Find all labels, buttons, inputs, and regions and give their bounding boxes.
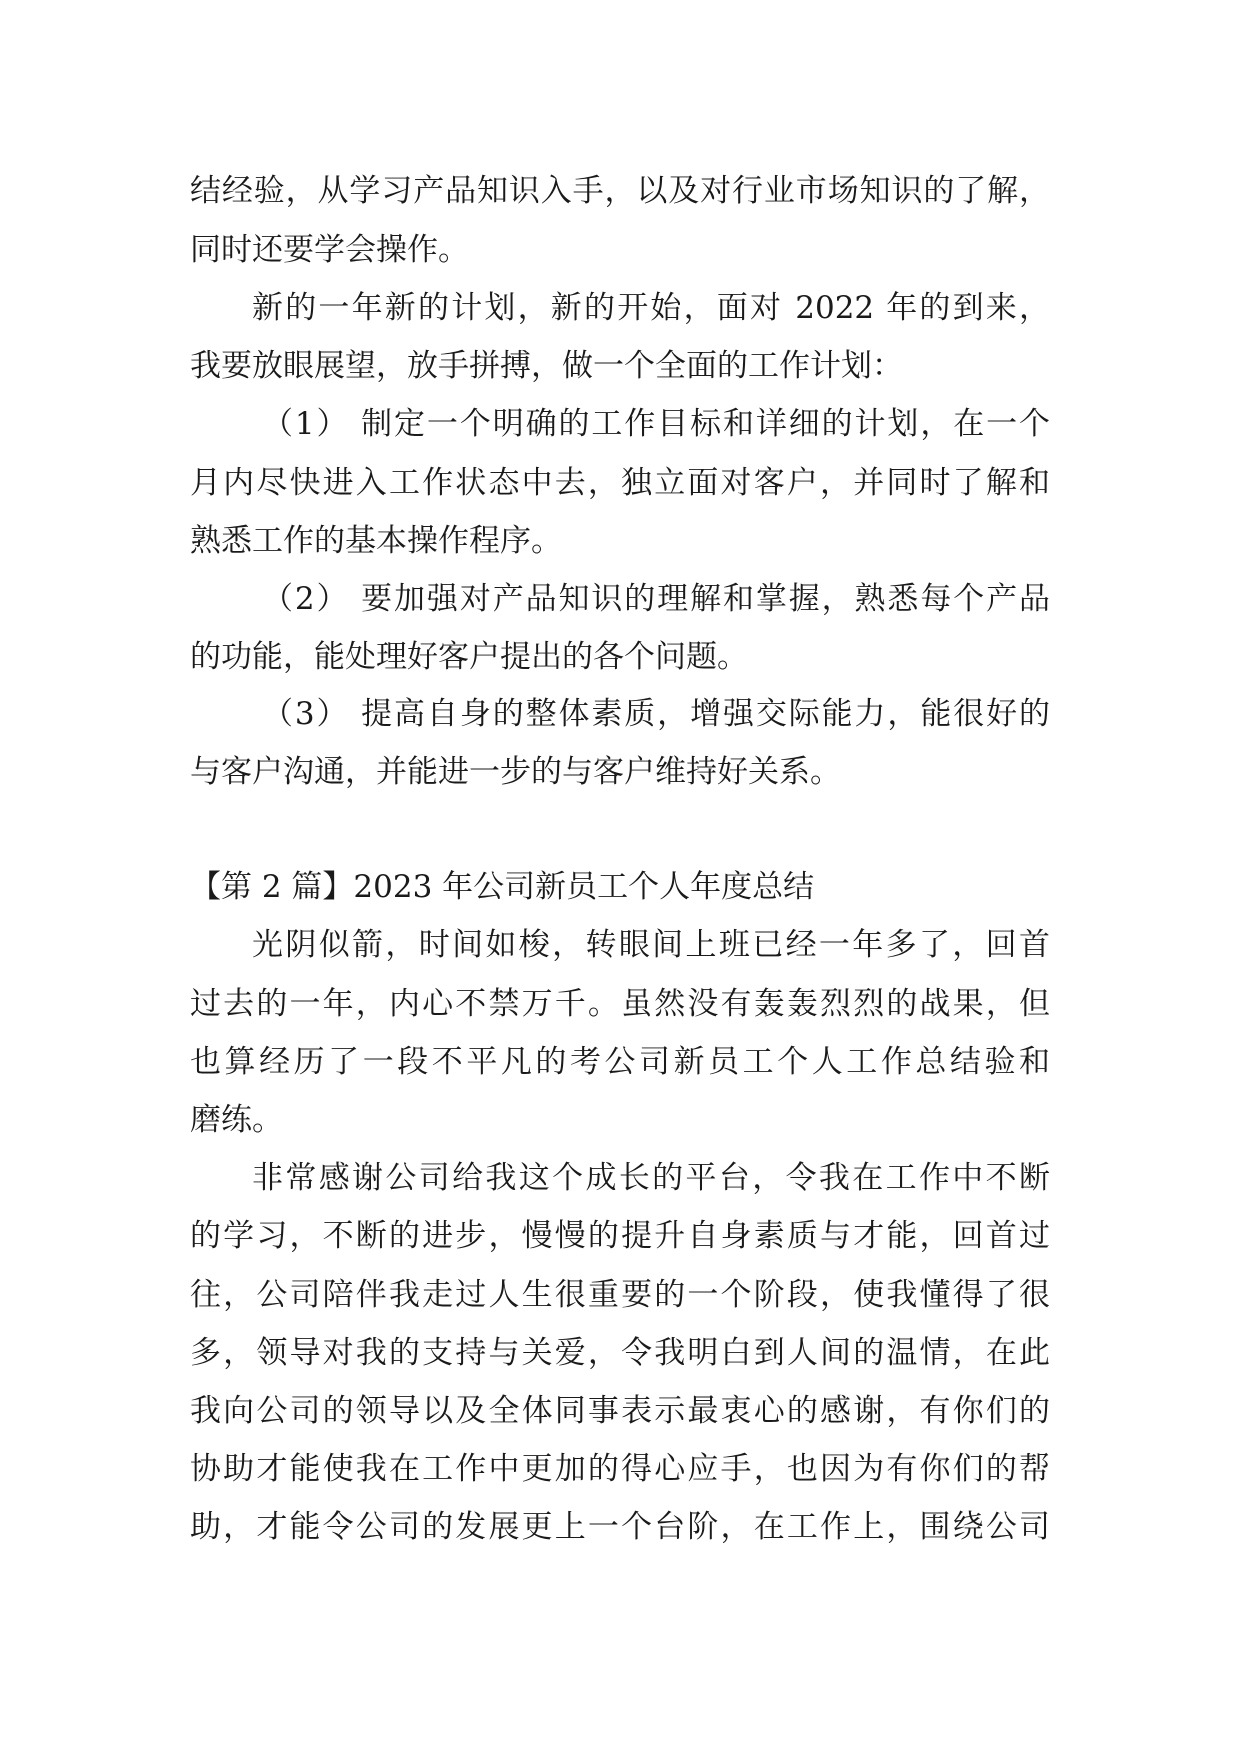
list-item-line: （3） 提高自身的整体素质，增强交际能力，能很好的 xyxy=(262,696,1050,732)
paragraph-line: 非常感谢公司给我这个成长的平台，令我在工作中不断 xyxy=(252,1160,1050,1196)
list-item-line: （2） 要加强对产品知识的理解和掌握，熟悉每个产品 xyxy=(262,581,1050,617)
list-item-line: （1） 制定一个明确的工作目标和详细的计划，在一个 xyxy=(262,406,1050,442)
paragraph-line: 多，领导对我的支持与关爱，令我明白到人间的温情，在此 xyxy=(190,1335,1050,1371)
paragraph-line: 助，才能令公司的发展更上一个台阶，在工作上，围绕公司 xyxy=(190,1509,1050,1545)
paragraph-line: 我要放眼展望，放手拼搏，做一个全面的工作计划： xyxy=(190,348,903,384)
paragraph-line: 协助才能使我在工作中更加的得心应手，也因为有你们的帮 xyxy=(190,1451,1050,1487)
list-item-line: 与客户沟通，并能进一步的与客户维持好关系。 xyxy=(190,754,841,790)
paragraph-line: 也算经历了一段不平凡的考公司新员工个人工作总结验和 xyxy=(190,1044,1050,1080)
list-item-line: 月内尽快进入工作状态中去，独立面对客户，并同时了解和 xyxy=(190,465,1050,501)
paragraph-line: 光阴似箭，时间如梭，转眼间上班已经一年多了，回首 xyxy=(252,927,1050,963)
paragraph-line: 结经验，从学习产品知识入手，以及对行业市场知识的了解， xyxy=(190,173,1050,209)
section-heading: 【第 2 篇】2023 年公司新员工个人年度总结 xyxy=(190,869,815,905)
paragraph-line: 过去的一年，内心不禁万千。虽然没有轰轰烈烈的战果，但 xyxy=(190,986,1050,1022)
paragraph-line: 磨练。 xyxy=(190,1102,283,1138)
paragraph-line: 新的一年新的计划，新的开始，面对 2022 年的到来， xyxy=(252,290,1050,326)
paragraph-line: 同时还要学会操作。 xyxy=(190,232,469,268)
list-item-line: 熟悉工作的基本操作程序。 xyxy=(190,523,562,559)
paragraph-line: 的学习，不断的进步，慢慢的提升自身素质与才能，回首过 xyxy=(190,1218,1050,1254)
list-item-line: 的功能，能处理好客户提出的各个问题。 xyxy=(190,639,748,675)
paragraph-line: 我向公司的领导以及全体同事表示最衷心的感谢，有你们的 xyxy=(190,1393,1050,1429)
paragraph-line: 往，公司陪伴我走过人生很重要的一个阶段，使我懂得了很 xyxy=(190,1277,1050,1313)
